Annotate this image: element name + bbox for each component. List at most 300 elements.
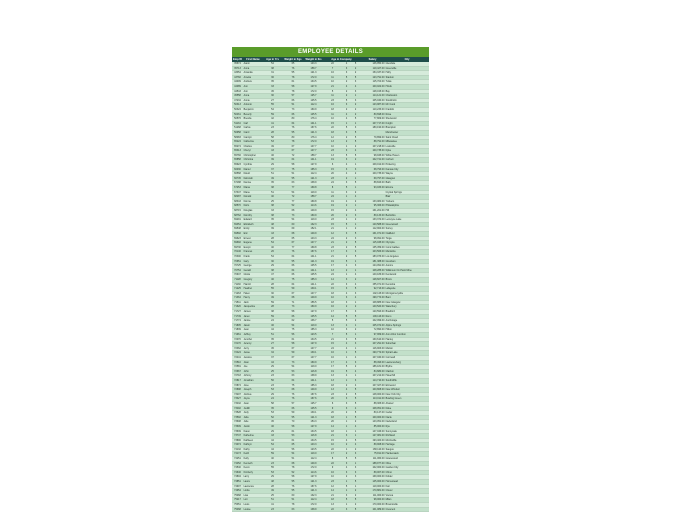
table-cell[interactable]: 75468 [232,507,243,512]
table-cell[interactable]: 56 [282,447,304,452]
table-cell[interactable]: 72362 [232,346,243,351]
table-cell[interactable]: New Glasgow [385,300,429,305]
table-cell[interactable]: 57 [282,94,304,99]
table-cell[interactable]: 11 [323,94,342,99]
table-cell[interactable]: 133,084.00 [360,199,385,204]
table-cell[interactable]: 141.1 [304,254,323,259]
table-cell[interactable]: 158.7 [304,153,323,158]
table-cell[interactable]: Wayne [385,172,429,177]
table-cell[interactable]: 29 [263,429,282,434]
table-cell[interactable]: 20 [323,213,342,218]
table-cell[interactable]: 23 [263,383,282,388]
table-cell[interactable]: 3 [351,264,360,269]
table-cell[interactable]: 16 [323,470,342,475]
table-cell[interactable]: Juan [243,401,263,406]
table-cell[interactable]: 116.8 [304,369,323,374]
table-cell[interactable]: 71749 [232,314,243,319]
table-cell[interactable]: 74540 [232,466,243,471]
table-cell[interactable]: 14 [323,277,342,282]
table-cell[interactable]: 121.3 [304,259,323,264]
table-cell[interactable]: 2 [342,176,351,181]
table-cell[interactable]: 5 [351,245,360,250]
table-cell[interactable]: 14 [323,314,342,319]
table-cell[interactable]: 145.5 [304,273,323,278]
table-cell[interactable]: 155,071.00 [360,282,385,287]
table-cell[interactable]: Anna [243,66,263,71]
table-cell[interactable]: Bath [385,181,429,186]
table-cell[interactable]: 72 [282,195,304,200]
table-cell[interactable]: 73528 [232,411,243,416]
table-cell[interactable]: 72581 [232,365,243,370]
table-cell[interactable]: 2 [351,503,360,508]
table-cell[interactable]: 37 [263,167,282,172]
table-cell[interactable]: Milan [385,498,429,503]
table-cell[interactable]: 35674 [232,62,243,66]
table-cell[interactable]: 68343 [232,199,243,204]
table-cell[interactable]: 4 [351,383,360,388]
table-cell[interactable]: 1 [351,374,360,379]
table-cell[interactable]: 147.7 [304,291,323,296]
table-cell[interactable]: 33 [263,209,282,214]
table-cell[interactable]: 5 [342,310,351,315]
table-cell[interactable]: Joan [243,360,263,365]
table-cell[interactable]: 2 [342,443,351,448]
table-cell[interactable]: 4 [351,195,360,200]
table-cell[interactable]: 145.5 [304,406,323,411]
table-cell[interactable]: 55 [263,466,282,471]
table-cell[interactable]: 3 [351,360,360,365]
table-cell[interactable]: 71511 [232,300,243,305]
table-cell[interactable]: 147.7 [304,149,323,154]
table-cell[interactable]: 68762 [232,213,243,218]
table-cell[interactable]: 38 [263,268,282,273]
col-header[interactable]: Weight in lbs [305,58,322,61]
table-cell[interactable]: 16 [323,103,342,108]
table-cell[interactable]: 53 [263,470,282,475]
table-cell[interactable]: 3 [342,406,351,411]
table-cell[interactable]: 22 [323,507,342,512]
table-cell[interactable]: 69548 [232,227,243,232]
table-cell[interactable]: 5 [323,89,342,94]
table-cell[interactable]: 25 [263,369,282,374]
table-cell[interactable]: Elizabeth [243,222,263,227]
table-cell[interactable]: Benjamin [243,107,263,112]
table-cell[interactable]: 102,099.00 [360,319,385,324]
table-cell[interactable]: 61 [282,429,304,434]
table-cell[interactable]: 28 [263,305,282,310]
table-cell[interactable]: 97,969.00 [360,333,385,338]
table-cell[interactable]: 68,793.00 [360,167,385,172]
table-cell[interactable]: 4 [342,346,351,351]
table-cell[interactable]: 71225 [232,287,243,292]
table-cell[interactable]: 74907 [232,484,243,489]
table-cell[interactable]: 130.1 [304,351,323,356]
table-cell[interactable]: Blythe [385,365,429,370]
table-cell[interactable]: Kenneth [243,461,263,466]
table-cell[interactable]: 15 [323,167,342,172]
table-cell[interactable]: Frank [243,254,263,259]
table-cell[interactable]: 67 [282,291,304,296]
table-cell[interactable]: 130.1 [304,411,323,416]
table-cell[interactable]: 134.5 [304,80,323,85]
table-cell[interactable]: 145.5 [304,314,323,319]
table-cell[interactable]: 115,704.00 [360,80,385,85]
table-cell[interactable]: Richland [385,434,429,439]
table-cell[interactable]: 68570 [232,204,243,209]
table-cell[interactable]: 16 [323,71,342,76]
table-cell[interactable]: New York City [385,392,429,397]
table-cell[interactable]: 28 [263,484,282,489]
table-cell[interactable]: 29 [263,475,282,480]
table-cell[interactable]: Stanton [385,75,429,80]
table-cell[interactable]: Bowling Green [385,397,429,402]
table-cell[interactable]: 3 [351,236,360,241]
table-cell[interactable]: 80,698.00 [360,112,385,117]
table-cell[interactable]: 160.9 [304,305,323,310]
table-cell[interactable]: 132.3 [304,222,323,227]
table-cell[interactable]: 170,881.00 [360,489,385,494]
table-cell[interactable]: 121.3 [304,489,323,494]
table-cell[interactable]: Jonathan [243,378,263,383]
table-cell[interactable]: 71839 [232,328,243,333]
table-cell[interactable]: 2 [351,489,360,494]
table-cell[interactable]: Donna [243,199,263,204]
table-cell[interactable]: White Haven [385,153,429,158]
table-cell[interactable]: Lafayette [385,287,429,292]
table-cell[interactable]: Holly [385,71,429,76]
table-cell[interactable]: Denise [243,181,263,186]
table-cell[interactable]: 145.5 [304,98,323,103]
table-cell[interactable]: Cynthia [243,163,263,168]
table-cell[interactable]: 35 [263,406,282,411]
table-cell[interactable]: Anchorage [385,319,429,324]
table-cell[interactable]: 102,000.00 [360,466,385,471]
table-cell[interactable]: 167.6 [304,484,323,489]
table-cell[interactable]: 152.1 [304,227,323,232]
table-cell[interactable]: Sherwood [385,117,429,122]
table-cell[interactable]: Glendale [385,62,429,66]
table-cell[interactable]: 3 [342,167,351,172]
table-cell[interactable]: Hilton [385,328,429,333]
table-cell[interactable]: Southcliffe [385,378,429,383]
table-cell[interactable]: 76 [282,250,304,255]
table-cell[interactable]: 59 [263,112,282,117]
table-cell[interactable]: 72817 [232,378,243,383]
table-cell[interactable]: 55 [282,415,304,420]
table-cell[interactable]: Charleston [385,94,429,99]
table-cell[interactable]: 26 [263,250,282,255]
table-cell[interactable]: 54 [282,452,304,457]
table-cell[interactable]: 2 [342,94,351,99]
table-cell[interactable]: 40 [263,457,282,462]
table-cell[interactable]: 107,291.00 [360,342,385,347]
table-cell[interactable]: 67347 [232,190,243,195]
table-cell[interactable]: 75 [282,277,304,282]
table-cell[interactable]: 31 [263,71,282,76]
table-cell[interactable]: Tioga [385,236,429,241]
table-cell[interactable]: 67188 [232,181,243,186]
table-cell[interactable]: 78 [282,466,304,471]
table-cell[interactable]: 58 [282,310,304,315]
table-cell[interactable]: 4 [351,406,360,411]
table-cell[interactable]: 4 [342,199,351,204]
table-cell[interactable]: 55 [263,103,282,108]
table-cell[interactable]: 65313 [232,149,243,154]
table-cell[interactable]: Diane [243,190,263,195]
table-cell[interactable]: 37 [263,356,282,361]
table-cell[interactable]: 114,121.00 [360,94,385,99]
table-cell[interactable]: 167.6 [304,126,323,131]
table-cell[interactable]: Aurora [385,264,429,269]
table-cell[interactable]: 58 [282,342,304,347]
table-cell[interactable]: Waterbury [385,305,429,310]
table-cell[interactable]: 45 [263,89,282,94]
table-cell[interactable]: 148,000.00 [360,392,385,397]
table-cell[interactable]: Donald [243,195,263,200]
table-cell[interactable]: 1 [351,204,360,209]
table-cell[interactable]: 72070 [232,337,243,342]
table-cell[interactable]: 70725 [232,264,243,269]
table-cell[interactable]: 68 [282,296,304,301]
table-cell[interactable]: 88,305.00 [360,401,385,406]
table-cell[interactable]: 58 [282,424,304,429]
table-cell[interactable]: 35713 [232,66,243,71]
table-cell[interactable]: 116,903.00 [360,346,385,351]
table-cell[interactable]: 121.3 [304,480,323,485]
table-cell[interactable]: 19 [323,199,342,204]
table-cell[interactable]: 119.0 [304,190,323,195]
table-cell[interactable]: 103,566.00 [360,250,385,255]
table-cell[interactable]: 3 [342,190,351,195]
table-cell[interactable]: 1 [351,434,360,439]
table-cell[interactable]: 58 [282,84,304,89]
table-cell[interactable]: Linda [243,489,263,494]
table-cell[interactable]: 3 [342,337,351,342]
table-cell[interactable]: 2 [342,452,351,457]
table-cell[interactable]: 132.3 [304,493,323,498]
table-cell[interactable]: 69592 [232,231,243,236]
table-cell[interactable]: Justin [243,424,263,429]
table-cell[interactable]: 3 [342,66,351,71]
table-cell[interactable]: Spiral Lake [385,351,429,356]
table-cell[interactable]: Bradford [385,310,429,315]
table-cell[interactable]: 7 [323,333,342,338]
table-cell[interactable]: 23 [263,126,282,131]
table-cell[interactable]: 2 [351,158,360,163]
table-cell[interactable]: 49 [263,296,282,301]
table-cell[interactable]: 2 [351,227,360,232]
table-cell[interactable]: 23 [323,176,342,181]
table-cell[interactable]: Aaron [243,62,263,66]
table-cell[interactable]: 23 [323,218,342,223]
table-cell[interactable]: 1 [342,424,351,429]
table-cell[interactable]: 172.0 [304,466,323,471]
table-cell[interactable]: 4 [342,342,351,347]
table-cell[interactable]: 61 [282,80,304,85]
table-cell[interactable]: 120,588.00 [360,222,385,227]
table-cell[interactable]: 2 [342,268,351,273]
table-cell[interactable]: 5 [351,241,360,246]
table-cell[interactable]: Bant [385,296,429,301]
table-cell[interactable]: Julie [243,420,263,425]
table-cell[interactable]: 38 [263,186,282,191]
table-cell[interactable]: 52 [282,470,304,475]
table-cell[interactable]: 154,337.00 [360,71,385,76]
table-cell[interactable]: 158.7 [304,66,323,71]
table-cell[interactable]: Jose [243,383,263,388]
table-cell[interactable]: 3 [342,401,351,406]
table-cell[interactable]: 4 [342,264,351,269]
table-cell[interactable]: 15 [323,209,342,214]
table-cell[interactable]: 149.9 [304,296,323,301]
table-cell[interactable]: 5 [342,98,351,103]
table-cell[interactable]: 107,218.00 [360,144,385,149]
table-cell[interactable]: 158.7 [304,195,323,200]
table-cell[interactable]: Jacqueline [243,305,263,310]
table-cell[interactable]: 58 [282,163,304,168]
table-cell[interactable]: 1 [351,222,360,227]
table-cell[interactable]: Kimberly [243,470,263,475]
table-cell[interactable]: 64 [282,378,304,383]
table-cell[interactable]: 70651 [232,259,243,264]
table-cell[interactable]: 5 [351,140,360,145]
table-cell[interactable]: 23 [263,507,282,512]
table-cell[interactable]: 161,201.00 [360,209,385,214]
table-cell[interactable]: 160.9 [304,107,323,112]
table-cell[interactable]: 67 [282,149,304,154]
table-cell[interactable]: Olympia [385,241,429,246]
table-cell[interactable]: Carol [243,130,263,135]
table-cell[interactable]: 71774 [232,319,243,324]
table-cell[interactable]: 39 [263,227,282,232]
table-cell[interactable]: Clairton [385,369,429,374]
table-cell[interactable]: 59 [263,314,282,319]
table-cell[interactable]: Vienna [385,493,429,498]
table-cell[interactable]: 55 [282,259,304,264]
table-cell[interactable]: 121.3 [304,415,323,420]
table-cell[interactable]: 80,147.00 [360,411,385,416]
table-cell[interactable]: 111,060.00 [360,457,385,462]
table-cell[interactable]: Diana [243,186,263,191]
table-cell[interactable]: 167.6 [304,250,323,255]
table-cell[interactable]: Montgomeryville [385,291,429,296]
table-cell[interactable]: 147.7 [304,346,323,351]
table-cell[interactable]: 71128 [232,277,243,282]
table-cell[interactable]: 78 [282,503,304,508]
table-cell[interactable]: Gresham [385,259,429,264]
table-cell[interactable]: 75 [282,167,304,172]
table-cell[interactable]: 67253 [232,186,243,191]
table-cell[interactable]: 44 [263,438,282,443]
table-cell[interactable]: 120,593.00 [360,310,385,315]
table-cell[interactable]: 172.0 [304,75,323,80]
table-cell[interactable]: Hackensack [385,452,429,457]
table-cell[interactable]: Rose [385,112,429,117]
table-cell[interactable]: 51 [282,457,304,462]
table-cell[interactable]: 73207 [232,392,243,397]
table-cell[interactable]: 72667 [232,369,243,374]
table-cell[interactable]: 127.9 [304,424,323,429]
table-cell[interactable]: Surrey [385,227,429,232]
table-cell[interactable]: 4 [342,172,351,177]
table-cell[interactable]: 73 [282,305,304,310]
table-cell[interactable]: 133,372.00 [360,218,385,223]
table-cell[interactable]: 43 [263,149,282,154]
table-cell[interactable]: 89,908.00 [360,443,385,448]
table-cell[interactable]: Gregory [243,277,263,282]
table-cell[interactable]: Jeffrey [243,333,263,338]
table-cell[interactable]: 2 [351,71,360,76]
table-cell[interactable]: 1 [351,94,360,99]
table-cell[interactable]: 18 [323,107,342,112]
table-cell[interactable]: Manitoba [385,250,429,255]
table-cell[interactable]: 3 [342,130,351,135]
table-cell[interactable]: 46 [263,424,282,429]
table-cell[interactable]: 64 [282,158,304,163]
table-cell[interactable]: 65274 [232,144,243,149]
table-cell[interactable]: 143.3 [304,236,323,241]
table-cell[interactable]: 5 [323,319,342,324]
table-cell[interactable]: 3 [342,470,351,475]
table-cell[interactable]: 100,735.00 [360,149,385,154]
table-cell[interactable]: 47234 [232,98,243,103]
table-cell[interactable]: 40 [263,195,282,200]
table-cell[interactable]: 69,797.00 [360,176,385,181]
table-cell[interactable]: Duke [385,406,429,411]
table-cell[interactable]: Ernest [243,236,263,241]
table-cell[interactable]: 16 [323,351,342,356]
table-cell[interactable]: 54 [263,254,282,259]
table-cell[interactable]: New Windsor [385,388,429,393]
table-cell[interactable]: 18 [323,415,342,420]
table-cell[interactable]: 18 [323,429,342,434]
table-cell[interactable]: 5 [342,75,351,80]
table-cell[interactable]: 1 [351,163,360,168]
table-cell[interactable]: 3 [342,231,351,236]
table-cell[interactable]: Los Angeles [385,254,429,259]
table-cell[interactable]: 105,072.00 [360,323,385,328]
table-cell[interactable]: 70947 [232,273,243,278]
table-cell[interactable]: 4 [342,112,351,117]
table-cell[interactable]: 149.9 [304,388,323,393]
table-cell[interactable]: Haverhill [385,374,429,379]
table-cell[interactable]: 3 [351,98,360,103]
table-cell[interactable]: 67 [282,346,304,351]
table-cell[interactable]: 116.8 [304,434,323,439]
table-cell[interactable]: 5 [342,369,351,374]
table-cell[interactable]: 46 [263,323,282,328]
table-cell[interactable]: 109,012.00 [360,163,385,168]
table-cell[interactable]: 3 [342,461,351,466]
table-cell[interactable]: 51 [282,172,304,177]
table-cell[interactable]: 1 [342,420,351,425]
table-cell[interactable]: 141.1 [304,268,323,273]
table-cell[interactable]: 4 [342,388,351,393]
table-cell[interactable]: 2 [351,112,360,117]
table-cell[interactable]: 63 [282,507,304,512]
table-cell[interactable]: 65 [282,443,304,448]
table-cell[interactable]: 2 [342,241,351,246]
table-cell[interactable]: 128,607.00 [360,277,385,282]
table-cell[interactable]: 5 [351,415,360,420]
table-cell[interactable]: 145,000.00 [360,480,385,485]
table-cell[interactable]: 2 [351,107,360,112]
table-cell[interactable]: 6 [323,401,342,406]
table-cell[interactable]: 107,717.00 [360,121,385,126]
table-cell[interactable]: 6 [323,163,342,168]
table-cell[interactable]: 64 [282,268,304,273]
table-cell[interactable]: 5 [342,498,351,503]
